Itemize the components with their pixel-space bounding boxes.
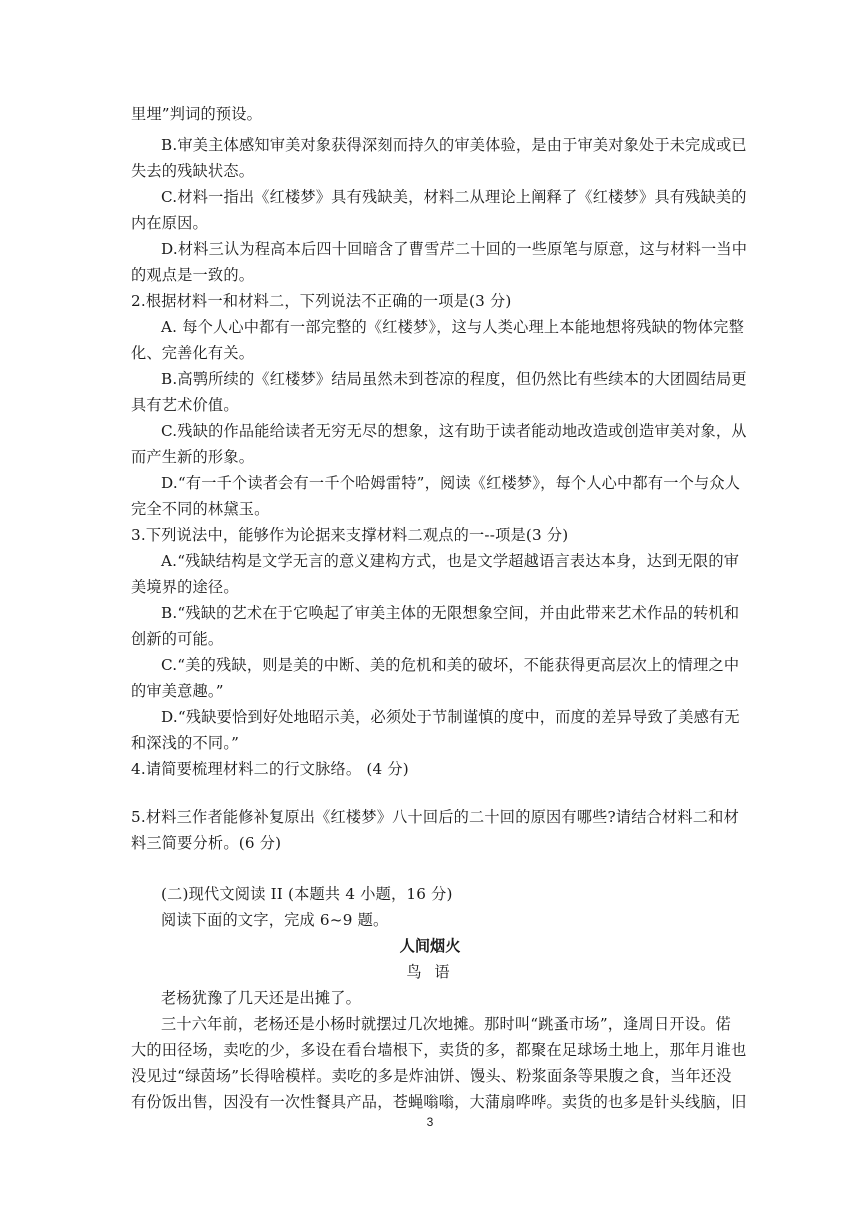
story-paragraph-line: 没见过“绿茵场”长得啥模样。卖吃的多是炸油饼、馒头、粉浆面条等果腹之食，当年还没 [131,1067,732,1085]
option-c-line: C.“美的残缺，则是美的中断、美的危机和美的破坏，不能获得更高层次上的情理之中 [161,656,740,674]
text-line: 内在原因。 [131,214,208,232]
section-header: (二)现代文阅读 II (本题共 4 小题，16 分) [161,885,453,903]
section-instruction: 阅读下面的文字，完成 6~9 题。 [161,911,389,929]
option-a-line: A. 每个人心中都有一部完整的《红楼梦》，这与人类心理上本能地想将残缺的物体完整 [161,318,744,336]
question-5: 5.材料三作者能修补复原出《红楼梦》八十回后的二十回的原因有哪些?请结合材料二和材 [131,808,739,826]
option-b-line: B.“残缺的艺术在于它唤起了审美主体的无限想象空间，并由此带来艺术作品的转机和 [161,604,740,622]
text-line: 而产生新的形象。 [131,448,255,466]
text-line: 失去的残缺状态。 [131,162,255,180]
question-4: 4.请简要梳理材料二的行文脉络。 (4 分) [131,760,409,778]
option-b-line: B.高鹗所续的《红楼梦》结局虽然未到苍凉的程度，但仍然比有些续本的大团圆结局更 [161,370,747,388]
question-2: 2.根据材料一和材料二，下列说法不正确的一项是(3 分) [131,292,512,310]
option-d-line: D.材料三认为程高本后四十回暗含了曹雪芹二十回的一些原笔与原意，这与材料一当中 [161,240,748,258]
story-paragraph-line: 大的田径场，卖吃的少，多设在看台墙根下，卖货的多，都聚在足球场土地上，那年月谁也 [131,1041,747,1059]
question-3: 3.下列说法中，能够作为论据来支撑材料二观点的一--项是(3 分) [131,526,569,544]
option-d-line: D.“残缺要恰到好处地昭示美，必须处于节制谨慎的度中，而度的差异导致了美感有无 [161,708,740,726]
option-d-line: D.“有一千个读者会有一千个哈姆雷特”，阅读《红楼梦》，每个人心中都有一个与众人 [161,474,741,492]
option-b-line: B.审美主体感知审美对象获得深刻而持久的审美体验，是由于审美对象处于未完成或已 [161,136,747,154]
text-line: 和深浅的不同。” [131,734,240,752]
text-line: 化、完善化有关。 [131,344,255,362]
text-line: 的审美意趣。” [131,682,224,700]
text-line: 创新的可能。 [131,630,224,648]
story-paragraph-line: 三十六年前，老杨还是小杨时就摆过几次地摊。那时叫“跳蚤市场”，逢周日开设。偌 [161,1015,731,1033]
option-c-line: C.残缺的作品能给读者无穷无尽的想象，这有助于读者能动地改造或创造审美对象，从 [161,422,747,440]
text-line: 里埋”判词的预设。 [131,105,263,123]
page-number: 3 [426,1115,434,1129]
text-line: 完全不同的林黛玉。 [131,500,270,518]
story-paragraph-line: 有份饭出售，因没有一次性餐具产品，苍蝇嗡嗡，大蒲扇哗哗。卖货的也多是针头线脑，旧 [131,1093,747,1111]
text-line: 美境界的途径。 [131,578,239,596]
text-line: 料三简要分析。(6 分) [131,834,282,852]
option-a-line: A.“残缺结构是文学无言的意义建构方式，也是文学超越语言表达本身，达到无限的审 [161,552,740,570]
story-title: 人间烟火 [399,937,461,955]
text-line: 具有艺术价值。 [131,396,239,414]
story-author: 鸟 语 [406,963,454,981]
story-paragraph-line: 老杨犹豫了几天还是出摊了。 [161,989,362,1007]
text-line: 的观点是一致的。 [131,266,255,284]
option-c-line: C.材料一指出《红楼梦》具有残缺美，材料二从理论上阐释了《红楼梦》具有残缺美的 [161,188,747,206]
